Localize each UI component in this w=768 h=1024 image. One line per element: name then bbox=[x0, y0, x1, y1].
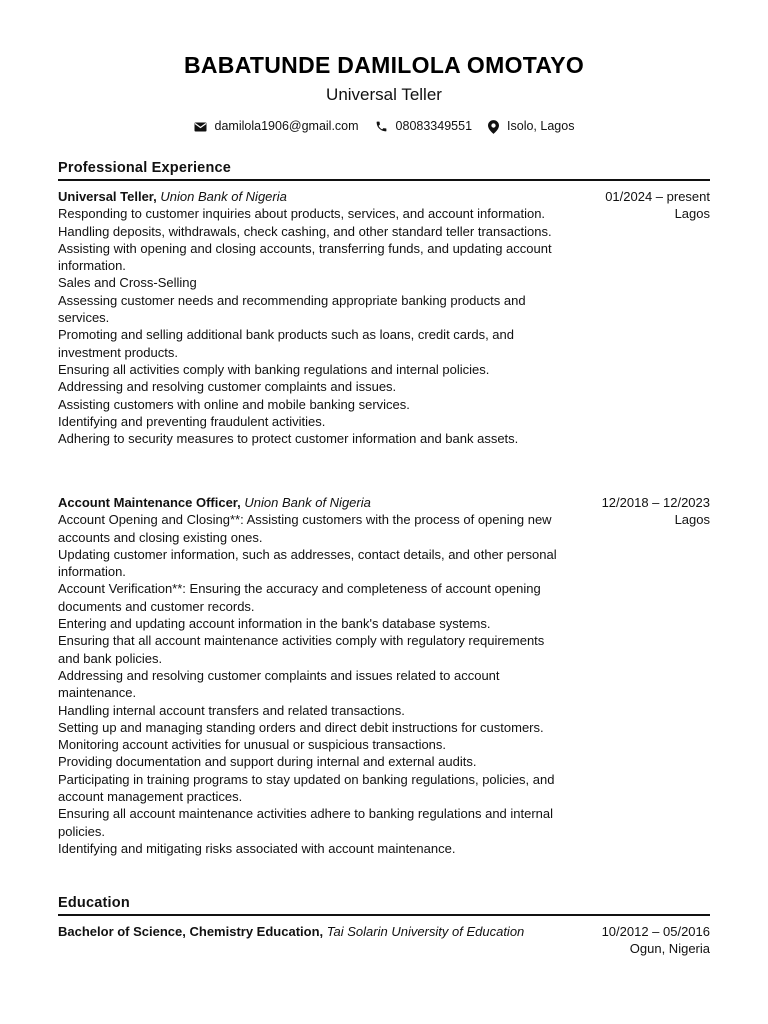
location-pin-icon bbox=[488, 120, 507, 134]
list-item: Identifying and preventing fraudulent activities. bbox=[58, 413, 326, 429]
job-location: Lagos bbox=[674, 206, 710, 222]
responsibility-list bbox=[58, 511, 558, 857]
candidate-name: BABATUNDE DAMILOLA OMOTAYO bbox=[183, 52, 585, 78]
list-item: Updating customer information, such as addresses, contact details, and other personal information. bbox=[58, 546, 557, 580]
job-location: Lagos bbox=[674, 512, 710, 528]
school-name: Tai Solarin University of Education bbox=[326, 924, 525, 939]
education-dates: 10/2012 – 05/2016 bbox=[601, 924, 710, 939]
list-item: Participating in training programs to stay updated on banking regulations, policies, and account management practices. bbox=[58, 771, 555, 805]
contact-phone[interactable] bbox=[375, 118, 472, 135]
entry-header bbox=[58, 494, 710, 511]
contact-location bbox=[488, 118, 574, 135]
entry-header bbox=[58, 188, 710, 205]
list-item: Sales and Cross-Selling bbox=[58, 275, 197, 291]
list-item: Setting up and managing standing orders and direct debit instructions for customers. bbox=[58, 719, 544, 735]
location-text: Isolo, Lagos bbox=[507, 119, 575, 133]
contact-bar bbox=[58, 118, 710, 135]
job-dates: 12/2018 – 12/2023 bbox=[601, 495, 710, 510]
list-item: Addressing and resolving customer complaints and issues. bbox=[58, 379, 397, 395]
list-item: Ensuring all activities comply with banking regulations and internal policies. bbox=[58, 361, 490, 377]
phone-icon bbox=[375, 120, 396, 133]
company-name: Union Bank of Nigeria bbox=[244, 495, 371, 510]
job-dates: 01/2024 – present bbox=[605, 189, 710, 204]
email-icon bbox=[194, 122, 215, 132]
contact-email[interactable] bbox=[194, 118, 359, 135]
list-item: Ensuring that all account maintenance activities comply with regulatory requirements and bank policies. bbox=[58, 633, 545, 666]
degree-name: Bachelor of Science, Chemistry Education, bbox=[58, 924, 324, 939]
job-title: Universal Teller bbox=[326, 85, 442, 104]
experience-entry bbox=[58, 188, 710, 447]
list-item: Providing documentation and support during internal and external audits. bbox=[58, 754, 477, 770]
list-item: Assisting customers with online and mobile banking services. bbox=[58, 396, 410, 412]
phone-text: 08083349551 bbox=[395, 119, 473, 133]
entry-body bbox=[58, 511, 710, 857]
section-heading-education: Education bbox=[58, 894, 710, 916]
section-heading-experience: Professional Experience bbox=[58, 159, 710, 181]
entry-title bbox=[58, 923, 524, 940]
job-role: Account Maintenance Officer, bbox=[58, 495, 241, 510]
list-item: Ensuring all account maintenance activities adhere to banking regulations and internal policies. bbox=[58, 806, 554, 839]
list-item: Handling deposits, withdrawals, check cashing, and other standard teller transactions. bbox=[58, 223, 552, 239]
education-location: Ogun, Nigeria bbox=[629, 941, 710, 957]
list-item: Adhering to security measures to protect customer information and bank assets. bbox=[58, 431, 519, 447]
list-item: Monitoring account activities for unusual or suspicious transactions. bbox=[58, 737, 447, 753]
list-item: Account Opening and Closing**: Assisting customers with the process of opening new accounts and closing existing ones. bbox=[58, 512, 552, 545]
list-item: Handling internal account transfers and related transactions. bbox=[58, 702, 405, 718]
entry-title bbox=[58, 188, 287, 205]
list-item: Identifying and mitigating risks associated with account maintenance. bbox=[58, 840, 456, 856]
entry-body bbox=[58, 940, 710, 957]
list-item: Promoting and selling additional bank products such as loans, credit cards, and investment products. bbox=[58, 327, 514, 360]
entry-header bbox=[58, 923, 710, 940]
job-role: Universal Teller, bbox=[58, 189, 157, 204]
email-text: damilola1906@gmail.com bbox=[214, 119, 359, 133]
experience-entry bbox=[58, 494, 710, 857]
list-item: Responding to customer inquiries about products, services, and account information. bbox=[58, 206, 546, 222]
company-name: Union Bank of Nigeria bbox=[160, 189, 287, 204]
list-item: Account Verification**: Ensuring the accuracy and completeness of account opening documents and customer records. bbox=[58, 581, 541, 614]
list-item: Entering and updating account information in the bank's database systems. bbox=[58, 616, 491, 632]
entry-body bbox=[58, 205, 710, 447]
list-item: Assessing customer needs and recommending appropriate banking products and services. bbox=[58, 292, 526, 326]
list-item: Addressing and resolving customer complaints and issues related to account maintenance. bbox=[58, 667, 500, 701]
list-item: Assisting with opening and closing accounts, transferring funds, and updating account information. bbox=[58, 240, 552, 274]
responsibility-list bbox=[58, 205, 558, 447]
education-entry bbox=[58, 923, 710, 958]
entry-title bbox=[58, 494, 371, 511]
